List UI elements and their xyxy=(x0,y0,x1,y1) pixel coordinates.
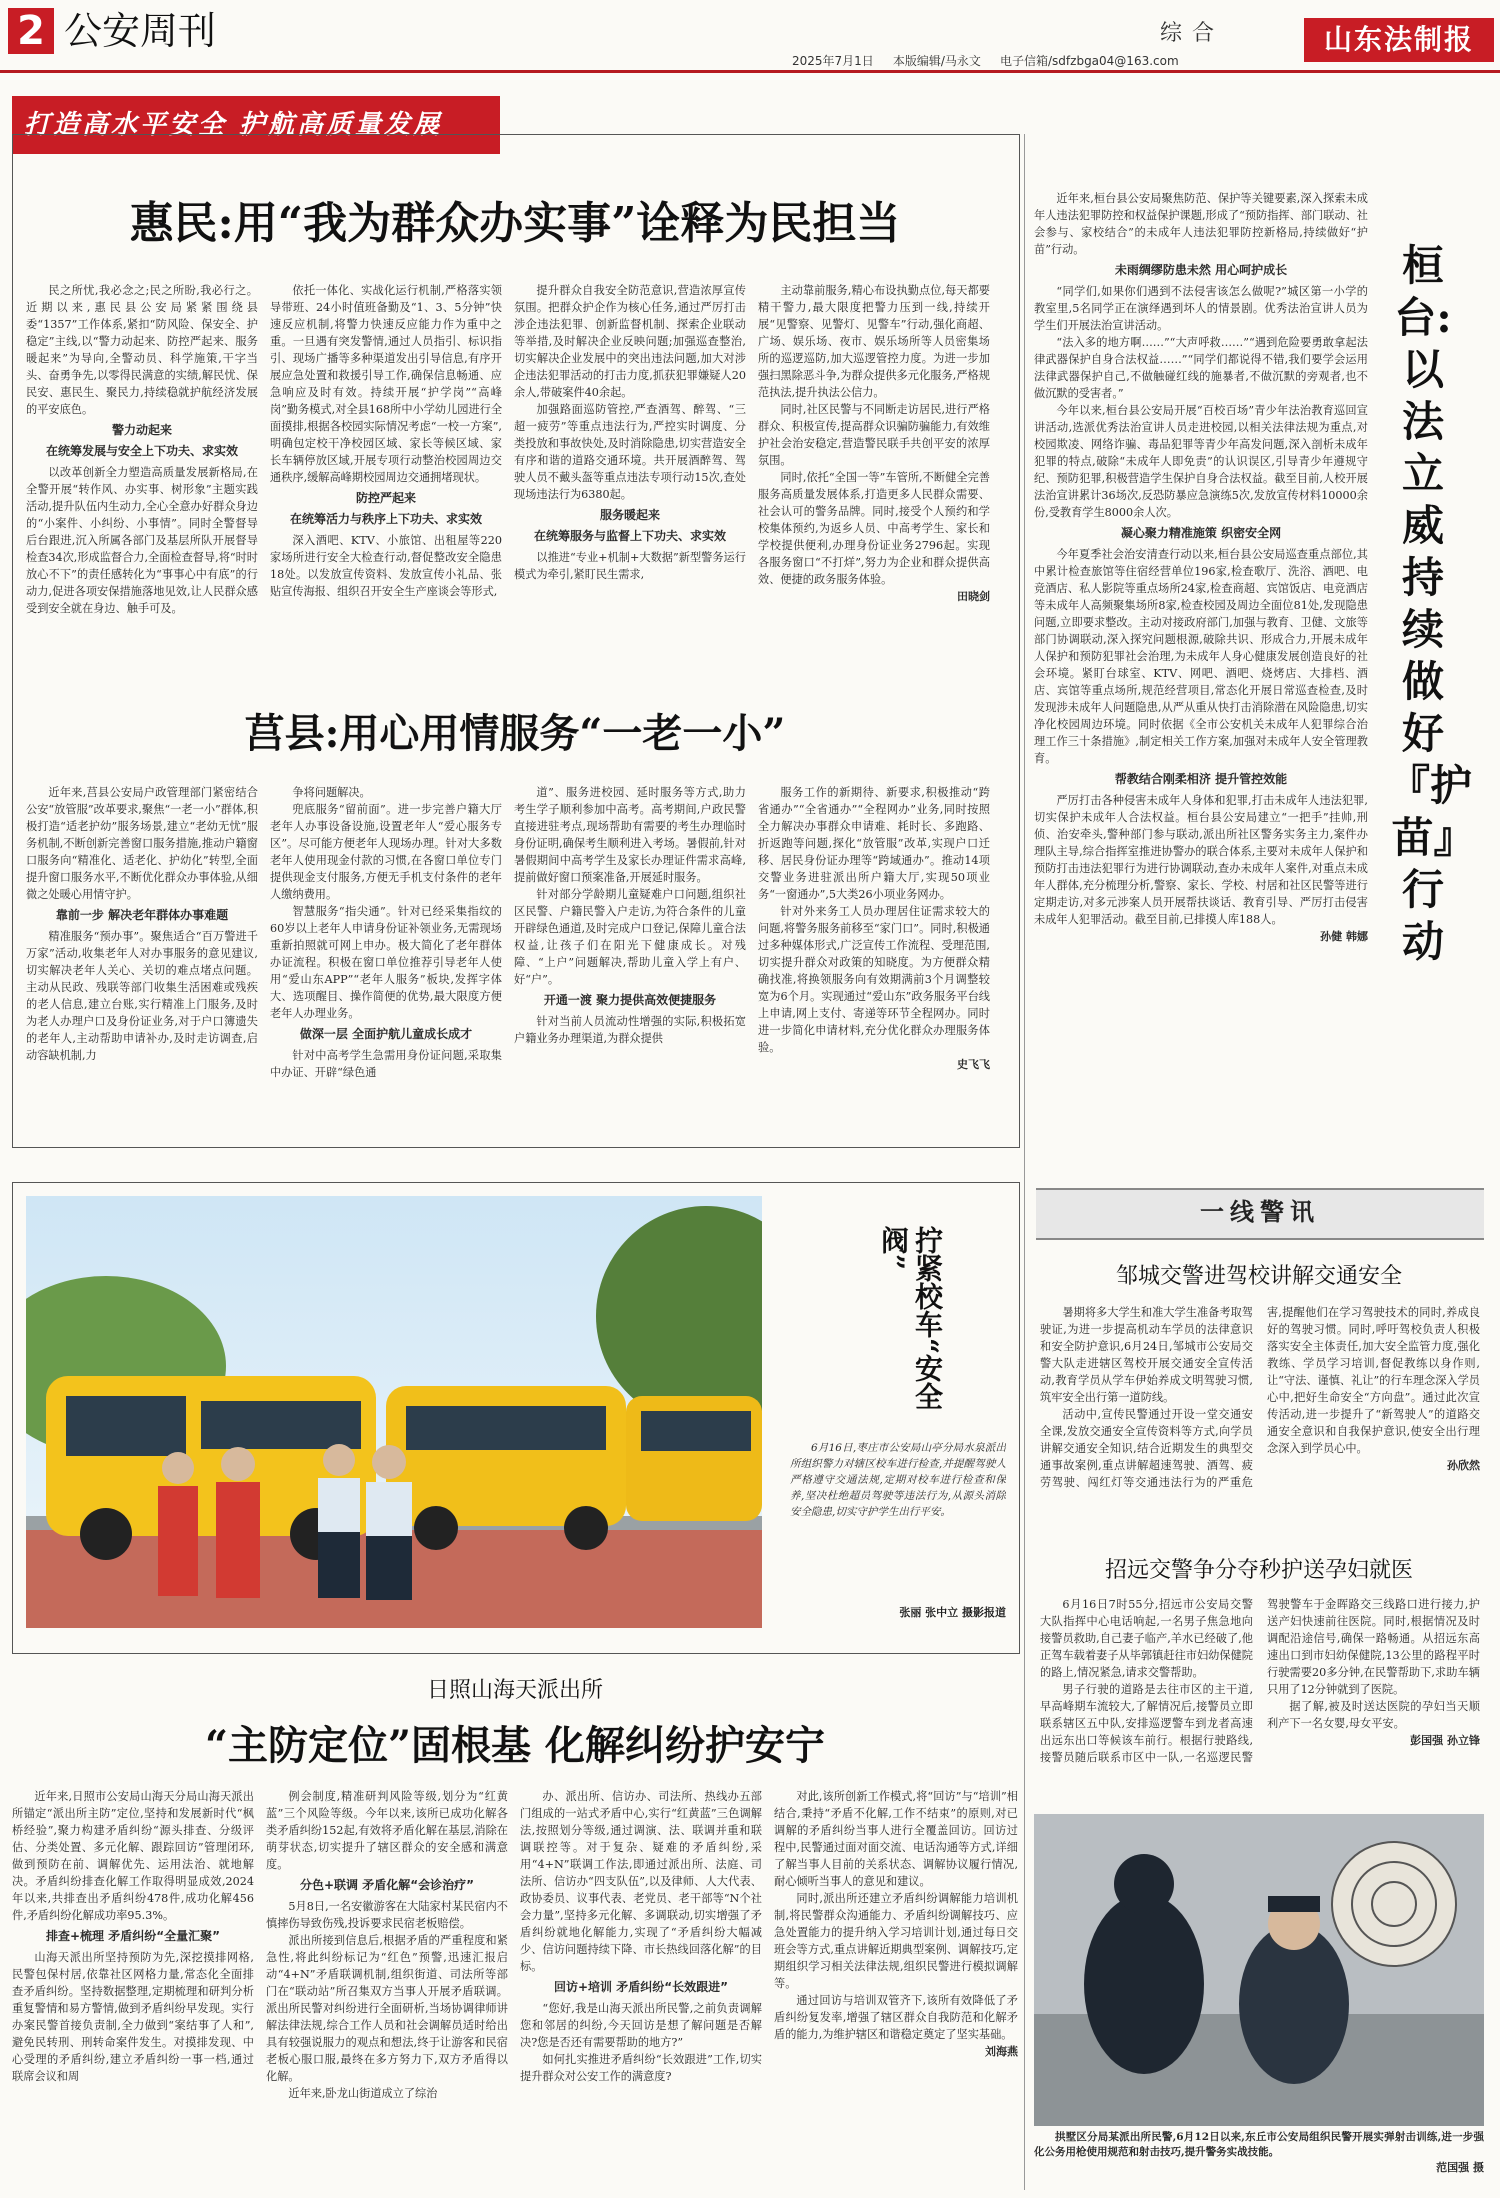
brief1-body: 暑期将多大学生和准大学生准备考取驾驶证,为进一步提高机动车学员的法律意识和安全防护意识,6月24日,邹城市公安局交警大队走进辖区驾校开展交通安全宣传活动,教育学员从学车伊始养成文明驾驶习惯,筑牢安全出行第一道防线。 活动中,宣传民警通过开设一堂交通安全课,发放交通安全宣传资料等方式,向学员讲解交通安全知识,结合近期发生的典型交通事故案例,重点讲解超速驾驶、酒驾、疲劳驾驶、闯红灯等交通违法行为的严重危害,提醒他们在学习驾驶技术的同时,养成良好的驾驶习惯。同时,呼吁驾校负责人积极落实安全主体责任,加大安全监管力度,强化教练、学员学习培训,督促教练以身作则,让“守法、谨慎、礼让”的行车理念深入学员心中,把好生命安全“方向盘”。通过此次宣传活动,进一步提升了“新驾驶人”的道路交通安全意识和自我保护意识,使安全出行理念深入到学员心中。 孙欣然 xyxy=(1040,1306,1480,1489)
banner-slogan: 打造高水平安全 护航高质量发展 xyxy=(24,110,443,140)
date-editor-line xyxy=(792,52,1179,69)
article1-column-4: 主动靠前服务,精心布设执勤点位,每天都要精干警力,最大限度把警力压到一线,持续开展“见警察、见警灯、见警车”行动,强化商超、广场、娱乐场、夜市、娱乐场所等人员密集场所的巡逻巡防,加大巡逻管控力度。为进一步加强扫黑除恶斗争,为群众提供多元化服务,严格规范执法,提升执法公信力。 同时,社区民警与不同断走访居民,进行严格群众、积极宣传,提高群众识骗防骗能力,有效维护社会治安稳定,营造警民联手共创平安的浓厚氛围。 同时,依托“全国一等”车管所,不断健全完善服务高质量发展体系,打造更多人民群众需要、社会认可的警务品牌。同时,接受个人预约和学校集体预约,为返乡人员、中高考学生、家长和学校提供便利,办理身份证业务2796起。实现各服务窗口“不打烊”,努力为企业和群众提供高效、便捷的政务服务体验。 田晓剑 xyxy=(758,284,990,603)
brief2-title: 招远交警争分夺秒护送孕妇就医 xyxy=(1104,1558,1413,1583)
article1-column-3: 提升群众自我安全防范意识,营造浓厚宣传氛围。把群众护企作为核心任务,通过严厉打击涉企违法犯罪、创新监督机制、探索企业联动等举措,及时解决企业反映问题;加强巡查整治,切实解决企业发展中的突出违法问题,加大对涉企违法犯罪活动的打击力度,抓获犯罪嫌疑人20余人,带破案件40余起。 加强路面巡防管控,严查酒驾、醉驾、“三超一疲劳”等重点违法行为,严控实时调度、分类投放和事故快处,及时消除隐患,切实营造安全有序和谐的道路交通环境。共开展酒醉驾、驾驶人员不戴头盔等重点违法专项行动15次,查处现场违法行为6380起。 服务暖起来 在统筹服务与监督上下功夫、求实效 以推进“专业+机制+大数据”新型警务运行模式为牵引,紧盯民生需求, xyxy=(514,284,746,581)
brief1-byline: 孙欣然 xyxy=(1447,1459,1480,1472)
category-label: 综合 xyxy=(1160,21,1225,46)
article2-column-1: 近年来,莒县公安局户政管理部门紧密结合公安“放管服”改革要求,聚焦“一老一小”群体,积极打造“适老护幼”服务场景,建立“老幼无忧”服务机制,不断创新完善窗口服务措施,推动户籍窗口服务向“精准化、适老化、护幼化”转型,全面提升窗口服务水平,不断优化群众办事体验,从细微之处暖心用情守护。 靠前一步 解决老年群体办事难题 精准服务“预办事”。聚焦适合“百万警进千万家”活动,收集老年人对办事服务的意见建议,切实解决老年人关心、关切的难点堵点问题。主动从民政、残联等部门收集生活困难或残疾的老人信息,建立台账,实行精准上门服务,及时为老人办理户口及身份证业务,对于户口簿遗失的老年人,主动帮助申请补办,及时走访调查,启动容缺机制,力 xyxy=(26,786,258,1062)
editor-email: 电子信箱/sdfzbga04@163.com xyxy=(1000,54,1179,68)
article3-byline: 孙健 韩娜 xyxy=(1320,930,1368,943)
photo1-caption-title: 拧紧校车“安全阀” xyxy=(877,1226,944,1411)
photo1-caption-text: 6月16日,枣庄市公安局山亭分局水泉派出所组织警力对辖区校车进行检查,并提醒驾驶人严格遵守交通法规,定期对校车进行检查和保养,坚决杜绝超员驾驶等违法行为,从源头消除安全隐患,切实守护学生出行平安。 xyxy=(790,1442,1006,1518)
section-title: 公安周刊 xyxy=(64,9,217,53)
article2-column-3: 道”、服务进校园、延时服务等方式,助力考生学子顺利参加中高考。高考期间,户政民警直接进驻考点,现场帮助有需要的考生办理临时身份证明,确保考生顺利进入考场。暑假前,针对暑假期间中高考学生及家长办理证件需求高峰,提前做好窗口预案准备,开展延时服务。 针对部分学龄期儿童疑难户口问题,组织社区民警、户籍民警入户走访,为符合条件的儿童开辟绿色通道,及时完成户口登记,保障儿童合法权益,让孩子们在阳光下健康成长。对残障、“上户”问题解决,帮助儿童入学上有户、好“户”。 开通一渡 聚力提供高效便捷服务 针对当前人员流动性增强的实际,积极拓宽户籍业务办理渠道,为群众提供 xyxy=(514,786,746,1045)
issue-date: 2025年7月1日 xyxy=(792,54,874,68)
article4-column-1: 近年来,日照市公安局山海天分局山海天派出所锚定“派出所主防”定位,坚持和发展新时代“枫桥经验”,聚力构建矛盾纠纷“源头排查、分级评估、分类处置、多元化解、跟踪回访”管理闭环,做到预防在前、调解优先、运用法治、就地解决。矛盾纠纷排查化解工作取得明显成效,2024年以来,共排查出矛盾纠纷478件,成功化解456件,矛盾纠纷化解成功率95.3%。 排查+梳理 矛盾纠纷“全量汇聚” 山海天派出所坚持预防为先,深挖摸排网格,民警包保村居,依靠社区网格力量,常态化全面排查矛盾纠纷。坚持数据整理,定期梳理和研判分析重复警情和易方警情,做到矛盾纠纷早发现。实行办案民警首接负责制,全力做到“案结事了人和”,避免民转刑、刑转命案件发生。对摸排发现、中心受理的矛盾纠纷,建立矛盾纠纷一事一档,通过联席会议和周 xyxy=(12,1790,254,2083)
news-brief-header: 一线警讯 xyxy=(1200,1197,1320,1226)
article1-column-2: 依托一体化、实战化运行机制,严格落实领导带班、24小时值班备勤及“1、3、5分钟”快速反应机制,将警力快速反应能力作为重中之重。一旦遇有突发警情,通过人员指引、标识指引、现场广播等多种渠道发出引导信息,有序开展应急处置和救援引导工作,确保信息畅通、应急响应及时有效。持续开展“护学岗”“高峰岗”勤务模式,对全县168所中小学幼儿园进行全面摸排,根据各校园实际情况考虑“一校一方案”,明确包定校干净校园区域、家长等候区域、家长车辆停放区域,开展专项行动整治校园周边交通秩序,缓解高峰期校园周边交通拥堵现状。 防控严起来 在统筹活力与秩序上下功夫、求实效 深入酒吧、KTV、小旅馆、出租屋等220家场所进行安全大检查行动,督促整改安全隐患18处。以发放宣传资料、发放宣传小礼品、张贴宣传海报、组织召开安全生产座谈会等形式, xyxy=(270,284,502,598)
brief1-title: 邹城交警进驾校讲解交通安全 xyxy=(1115,1264,1402,1289)
article1-byline: 田晓剑 xyxy=(957,590,990,603)
article2-column-2: 争将问题解决。 兜底服务“留前面”。进一步完善户籍大厅老年人办事设备设施,设置老年人“爱心服务专区”。尽可能方便老年人现场办理。针对大多数老年人使用现金付款的习惯,在各窗口单位专门提供现金支付服务,方便无手机支付条件的老年人缴纳费用。 智慧服务“指尖通”。针对已经采集指纹的60岁以上老年人申请身份证补领业务,无需现场重新拍照就可网上申办。极大简化了老年群体办证流程。积极在窗口单位推荐引导老年人使用“爱山东APP”“老年人服务”板块,发挥字体大、选项醒目、操作简便的优势,最大限度方便老年人办理业务。 做深一层 全面护航儿童成长成才 针对中高考学生急需用身份证问题,采取集中办证、开辟“绿色通 xyxy=(270,786,502,1079)
shooting-training-photo xyxy=(1034,1814,1484,2126)
newspaper-logo: 山东法制报 xyxy=(1304,18,1494,62)
article4-column-4: 对此,该所创新工作模式,将“回访”与“培训”相结合,秉持“矛盾不化解,工作不结束”的原则,对已调解的矛盾纠纷当事人进行全覆盖回访。回访过程中,民警通过面对面交流、电话沟通等方式,详细了解当事人目前的关系状态、调解协议履行情况,耐心倾听当事人的意见和建议。 同时,派出所还建立矛盾纠纷调解能力培训机制,将民警群众沟通能力、矛盾纠纷调解技巧、应急处置能力的提升纳入学习培训计划,通过每日交班会等方式,重点讲解近期典型案例、调解技巧,定期组织学习相关法律法规,组织民警进行模拟调解等。 通过回访与培训双管齐下,该所有效降低了矛盾纠纷复发率,增强了辖区群众自我防范和化解矛盾的能力,为维护辖区和谐稳定奠定了坚实基础。 刘海燕 xyxy=(774,1790,1018,2058)
article4-title: “主防定位”固根基 化解纠纷护安宁 xyxy=(205,1722,825,1769)
article3-vertical-title: 桓台:以法立威 持续做好『护苗』行动 xyxy=(1388,241,1473,966)
article4-kicker: 日照山海天派出所 xyxy=(426,1678,603,1703)
article2-byline: 史飞飞 xyxy=(957,1058,990,1071)
photo2-byline: 范国强 摄 xyxy=(1436,2161,1484,2174)
photo1-byline: 张丽 张中立 摄影报道 xyxy=(899,1606,1006,1619)
brief2-byline: 彭国强 孙立锋 xyxy=(1410,1734,1480,1747)
editor-credit: 本版编辑/马永文 xyxy=(892,54,981,68)
article1-column-1: 民之所忧,我必念之;民之所盼,我必行之。近期以来,惠民县公安局紧紧围绕县委“1357”工作体系,紧扣“防风险、保安全、护稳定”主线,以“警力动起来、防控严起来、服务暖起来”为导向,全警动员、科学施策,干字当头、奋勇争先,以零得民满意的实绩,解民忧、保民安、惠民生、聚民力,持续稳就护航经济发展的平安底色。 警力动起来 在统筹发展与安全上下功夫、求实效 以改革创新全力塑造高质量发展新格局,在全警开展“转作风、办实事、树形象”主题实践活动,提升队伍内生动力,全心全意办好群众身边的“小案件、小纠纷、小事情”。同时全警督导后台跟进,沉入所属各部门及基层所队开展督导检查34次,形成监督合力,全面检查督导,将“时时放心不下”的责任感转化为“事事心中有底”的行动力,促进各项安保措施落地见效,让人民群众感受到安全就在身边、触手可及。 xyxy=(26,284,258,615)
article2-title: 莒县:用心用情服务“一老一小” xyxy=(244,710,786,757)
article3-body: 近年来,桓台县公安局聚焦防范、保护等关键要素,深入探索未成年人违法犯罪防控和权益保护课题,形成了“预防指挥、部门联动、社会参与、家校结合”的未成年人违法犯罪防控新格局,持续做好“护苗”行动。 未雨绸缪防患未然 用心呵护成长 “同学们,如果你们遇到不法侵害该怎么做呢?”城区第一小学的教室里,5名同学正在演绎遇到坏人的情景剧。优秀法治宣讲人员为学生们开展法治宣讲活动。 “法入多的地方啊……”“大声呼救……”“遇到危险要勇敢拿起法律武器保护自身合法权益……”“同学们都说得不错,我们要学会运用法律武器保护自己,不做触碰红线的施暴者,不做沉默的旁观者,也不做沉默的受害者。” 今年以来,桓台县公安局开展“百校百场”青少年法治教育巡回宣讲活动,选派优秀法治宣讲人员走进校园,以相关法律法规为重点,对校园欺凌、网络诈骗、毒品犯罪等青少年高发问题,深入剖析未成年犯罪的特点,破除“未成年人即免责”的认识误区,引导青少年遵规守纪、预防犯罪,积极营造学生保护自身合法权益。截至目前,人校开展法治宣讲累计36场次,反恐防暴应急演练5次,发放宣传材料10000余份,受教育学生8000余人次。 凝心聚力精准施策 织密安全网 今年夏季社会治安清查行动以来,桓台县公安局巡查重点部位,其中累计检查旅馆等住宿经营单位196家,检查歌厅、洗浴、酒吧、电竞酒店、私人影院等重点场所24家,检查商超、宾馆饭店、电竞酒店等未成年人高频聚集场所8家,检查校园及周边全面位81处,发现隐患问题,立即要求整改。主动对接政府部门,加强与教育、卫健、文旅等部门协调联动,深入探究问题根源,破除共识、形成合力,开展未成年人保护和预防犯罪社会治理,为未成年人身心健康发展创造良好的社会环境。紧盯台球室、KTV、网吧、酒吧、烧烤店、大排档、酒店、宾馆等重点场所,规范经营项目,常态化开展日常巡查检查,及时发现涉未成年人问题隐患,从严从重从快打击消除潜在风险隐患,切实净化校园周边环境。同时依据《全市公安机关未成年人犯罪综合治理工作三十条措施》,制定相关工作方案,加强对未成年人安全管理教育。 帮教结合刚柔相济 提升管控效能 严厉打击各种侵害未成年人身体和犯罪,打击未成年人违法犯罪,切实保护未成年人合法权益。桓台县公安局建立“一把手”挂帅,刑侦、治安牵头,警种部门参与联动,派出所社区警务实务主力,案件办理队主导,综合指挥室推进协警办的联合体系,主要对未成年人保护和预防打击违法犯罪行为进行协调联动,查办未成年人案件,对重点未成年人群体,充分梳理分析,警察、家长、学校、村居和社区民警等进行定期走访,对多元涉案人员开展帮扶谈话、教育引导、严厉打击侵害未成年人犯罪活动。截至目前,已排摸人库188人。 孙健 韩娜 xyxy=(1034,192,1368,943)
header-rule xyxy=(0,70,1500,73)
shooting-photo-caption: 拱墅区分局某派出所民警,6月12日以来,东丘市公安局组织民警开展实弹射击训练,进一步强化公务用枪使用规范和射击技巧,提升警务实战技能。 范国强 摄 xyxy=(1034,2131,1484,2174)
article4-byline: 刘海燕 xyxy=(985,2045,1018,2058)
school-bus-photo xyxy=(26,1196,762,1628)
article2-column-4: 服务工作的新期待、新要求,积极推动“跨省通办”“全省通办”“全程网办”业务,同时按照全力解决办事群众申请难、耗时长、多跑路、折返跑等问题,探化“放管服”改革,实现户口迁移、居民身份证办理等“跨域通办”。推动14项交警业务进驻派出所户籍大厅,实现50项业务“一窗通办”,5大类26小项业务网办。 针对外来务工人员办理居住证需求较大的问题,将警务服务前移至“家门口”。同时,积极通过多种媒体形式,广泛宣传工作流程、受理范围,切实提升群众对政策的知晓度。为方便群众精确找准,将换领服务向有效期满前3个月调整较宽为6个月。实现通过“爱山东”政务服务平台线上申请,网上支付、寄递等环节全程网办。同时进一步简化申请材料,充分优化群众办理服务体验。 史飞飞 xyxy=(758,786,990,1071)
page-header xyxy=(0,0,1500,72)
vertical-divider xyxy=(1024,134,1025,2190)
article1-title: 惠民:用“我为群众办实事”诠释为民担当 xyxy=(129,198,901,249)
school-bus-illustration xyxy=(26,1196,762,1628)
brief2-body: 6月16日7时55分,招远市公安局交警大队指挥中心电话响起,一名男子焦急地向接警员救助,自己妻子临产,羊水已经破了,他正驾车载着妻子从毕郭镇赶往市妇幼保健院的路上,情况紧急,请求交警帮助。 男子行驶的道路是去往市区的主干道,早高峰期车流较大,了解情况后,接警员立即联系辖区五中队,安排巡逻警车到龙者高速出远东出口等候该车前行。根据行驶路线,接警员随后联系市区中一队,一名巡逻民警驾驶警车于金晖路交三线路口进行接力,护送产妇快速前往医院。同时,根据情况及时调配沿途信号,确保一路畅通。从招远东高速出口到市妇幼保健院,13公里的路程平时行驶需要20多分钟,在民警帮助下,求助车辆只用了12分钟就到了医院。 据了解,被及时送达医院的孕妇当天顺利产下一名女婴,母女平安。 彭国强 孙立锋 xyxy=(1040,1598,1480,1764)
page-number: 2 xyxy=(8,8,54,54)
article4-column-3: 办、派出所、信访办、司法所、热线办五部门组成的一站式矛盾中心,实行“红黄蓝”三色调解法,按照划分等级,通过调演、法、联调并重和联调联控等。对于复杂、疑难的矛盾纠纷,采用“4+N”联调工作法,即通过派出所、法庭、司法所、信访办“四支队伍”,以及律师、人大代表、政协委员、议事代表、老党员、老干部等“N个社会力量”,坚持多元化解、多调联动,切实增强了矛盾纠纷就地化解能力,实现了“矛盾纠纷大幅减少、信访问题持续下降、市长热线回落化解”的目标。 回访+培训 矛盾纠纷“长效跟进” “您好,我是山海天派出所民警,之前负责调解您和邻居的纠纷,今天回访是想了解问题是否解决?您是否还有需要帮助的地方?” 如何扎实推进矛盾纠纷“长效跟进”工作,切实提升群众对公安工作的满意度? xyxy=(520,1790,762,2083)
shooting-photo-illustration xyxy=(1034,1814,1484,2126)
article4-column-2: 例会制度,精准研判风险等级,划分为“红黄蓝”三个风险等级。今年以来,该所已成功化解各类矛盾纠纷152起,有效将矛盾化解在基层,消除在萌芽状态,切实提升了辖区群众的安全感和满意度。 分色+联调 矛盾化解“会诊治疗” 5月8日,一名安徽游客在大陆家村某民宿内不慎摔伤导致伤残,投诉要求民宿老板赔偿。 派出所接到信息后,根据矛盾的严重程度和紧急性,将此纠纷标记为“红色”预警,迅速汇报启动“4+N”矛盾联调机制,组织街道、司法所等部门在“联动站”所召集双方当事人开展矛盾联调。派出所民警对纠纷进行全面研析,当场协调律师讲解法律法规,综合工作人员和社会调解员适时给出具有较强说服力的观点和想法,终于让游客和民宿老板心服口服,最终在多方努力下,双方矛盾得以化解。 近年来,卧龙山街道成立了综治 xyxy=(266,1790,508,2100)
